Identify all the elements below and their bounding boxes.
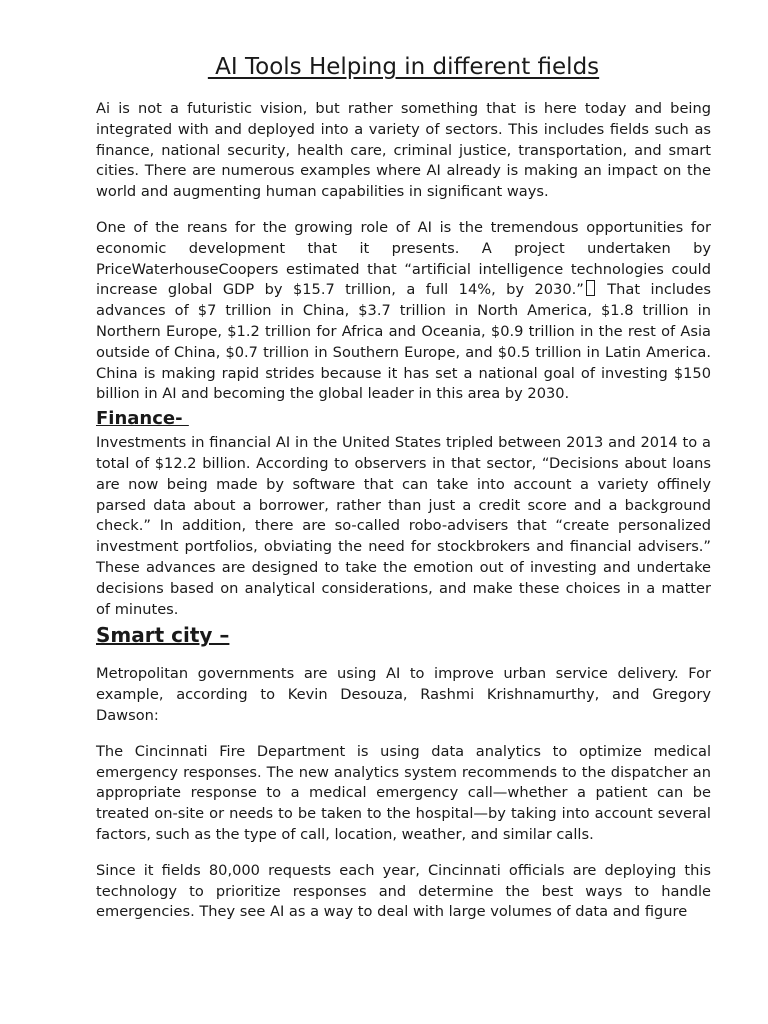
finance-paragraph: Investments in financial AI in the United States tripled between 2013 and 2014 to a total of $12.2 billion. According to observers in that sector, “Decisions about loans are now being made by software that can take into account a variety offinely parsed data about a borrower, rather than just a credit score and a background check.” In addition, there are so-called robo-advisers that “create personalized investment portfolios, obviating the need for stockbrokers and financial advisers.” These advances are designed to take the emotion out of investing and undertake decisions based on analytical considerations, and make these choices in a matter of minutes.	[96, 434, 711, 618]
finance-heading: Finance-	[96, 408, 189, 430]
document-page	[96, 50, 711, 923]
document-title: AI Tools Helping in different fields	[207, 54, 600, 80]
intro-paragraph-1: Ai is not a futuristic vision, but rather something that is here today and being integrated with and deployed into a variety of sectors. This includes fields such as finance, national security, health care, criminal justice, transportation, and smart cities. There are numerous examples where AI already is making an impact on the world and augmenting human capabilities in significant ways.	[96, 100, 711, 201]
smart-city-paragraph-3: Since it fields 80,000 requests each year, Cincinnati officials are deploying this technology to prioritize responses and determine the best ways to handle emergencies. They see AI as a way to deal with large volumes of data and figure	[96, 861, 711, 921]
smart-city-heading: Smart city –	[96, 623, 230, 648]
smart-city-paragraph-2: The Cincinnati Fire Department is using data analytics to optimize medical emergency responses. The new analytics system recommends to the dispatcher an appropriate response to a medical emergency call—whether a patient can be treated on-site or needs to be taken to the hospital—by taking into account several factors, such as the type of call, location, weather, and similar calls.	[96, 742, 711, 843]
intro-paragraph-2-part-1: One of the reans for the growing role of AI is the tremendous opportunities for economic development that it presents. A project undertaken by PriceWaterhouseCoopers estimated that “artificial intelligence technologies could increase global GDP by $15.7 trillion, a full 14%, by 2030.”	[96, 218, 711, 299]
smart-city-paragraph-1: Metropolitan governments are using AI to improve urban service delivery. For example, according to Kevin Desouza, Rashmi Krishnamurthy, and Gregory Dawson:	[96, 665, 711, 724]
intro-paragraph-2-part-2: That includes advances of $7 trillion in China, $3.7 trillion in North America, $1.8 trillion in Northern Europe, $1.2 trillion for Africa and Oceania, $0.9 trillion in the rest of Asia outside of China, $0.7 trillion in Southern Europe, and $0.5 trillion in Latin America. China is making rapid strides because it has set a national goal of investing $150 billion in AI and becoming the global leader in this area by 2030.	[96, 281, 711, 403]
intro-paragraph-2	[96, 218, 711, 405]
footnote-marker-icon	[586, 280, 595, 296]
